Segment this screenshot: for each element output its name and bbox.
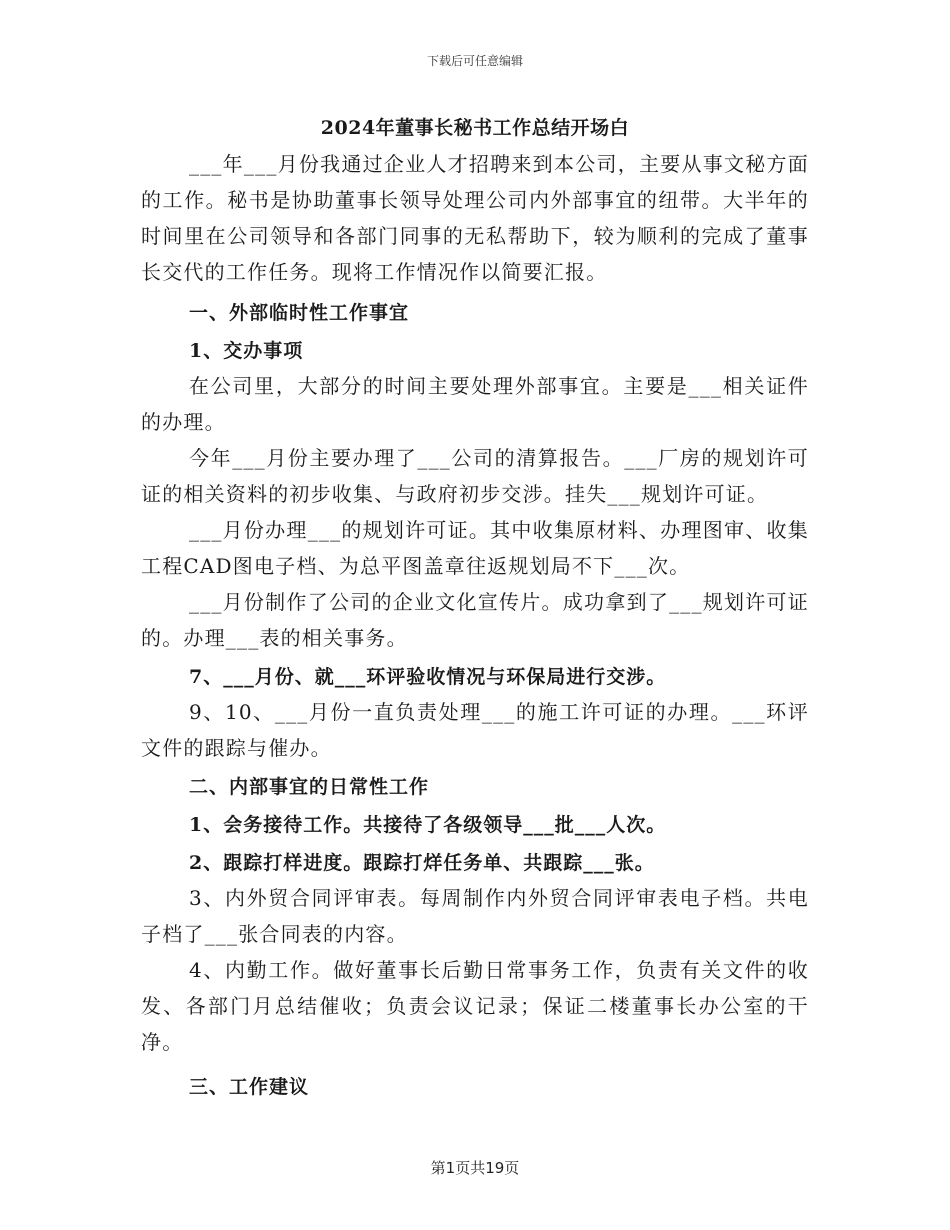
subheading-assigned-matters: 1、交办事项 [189, 340, 304, 362]
paragraph-office-work: 4、内勤工作。做好董事长后勤日常事务工作，负责有关文件的收发、各部门月总结催收；负责会议记录；保证二楼董事长办公室的干净。 [141, 958, 809, 1054]
heading-reception: 1、会务接待工作。共接待了各级领导___批___人次。 [189, 814, 667, 836]
page-footer: 第1页共19页 [430, 1159, 520, 1177]
section-heading-suggestions: 三、工作建议 [189, 1076, 310, 1098]
page-title: 2024年董事长秘书工作总结开场白 [320, 117, 630, 139]
paragraph-culture-video: ___月份制作了公司的企业文化宣传片。成功拿到了___规划许可证的。办理___表的相关事务。 [141, 590, 809, 650]
paragraph-external-matters: 在公司里，大部分的时间主要处理外部事宜。主要是___相关证件的办理。 [141, 374, 809, 434]
paragraph-item-9-10: 9、10、___月份一直负责处理___的施工许可证的办理。___环评文件的跟踪与催办。 [141, 700, 809, 760]
heading-item-7: 7、___月份、就___环评验收情况与环保局进行交涉。 [189, 666, 667, 688]
section-heading-external: 一、外部临时性工作事宜 [189, 302, 410, 324]
paragraph-this-year: 今年___月份主要办理了___公司的清算报告。___厂房的规划许可证的相关资料的初步收集、与政府初步交涉。挂失___规划许可证。 [141, 446, 809, 506]
intro-paragraph: ___年___月份我通过企业人才招聘来到本公司，主要从事文秘方面的工作。秘书是协助董事长领导处理公司内外部事宜的纽带。大半年的时间里在公司领导和各部门同事的无私帮助下，较为顺利的完成了董事长交代的工作任务。现将工作情况作以简要汇报。 [141, 152, 809, 284]
heading-sample-tracking: 2、跟踪打样进度。跟踪打烊任务单、共跟踪___张。 [189, 852, 655, 874]
header-note: 下载后可任意编辑 [426, 54, 523, 68]
paragraph-contract-review: 3、内外贸合同评审表。每周制作内外贸合同评审表电子档。共电子档了___张合同表的内容。 [141, 886, 809, 946]
section-heading-internal: 二、内部事宜的日常性工作 [189, 776, 430, 798]
document-body [141, 146, 809, 1104]
paragraph-planning-permit: ___月份办理___的规划许可证。其中收集原材料、办理图审、收集工程CAD图电子档、为总平图盖章往返规划局不下___次。 [141, 518, 809, 578]
